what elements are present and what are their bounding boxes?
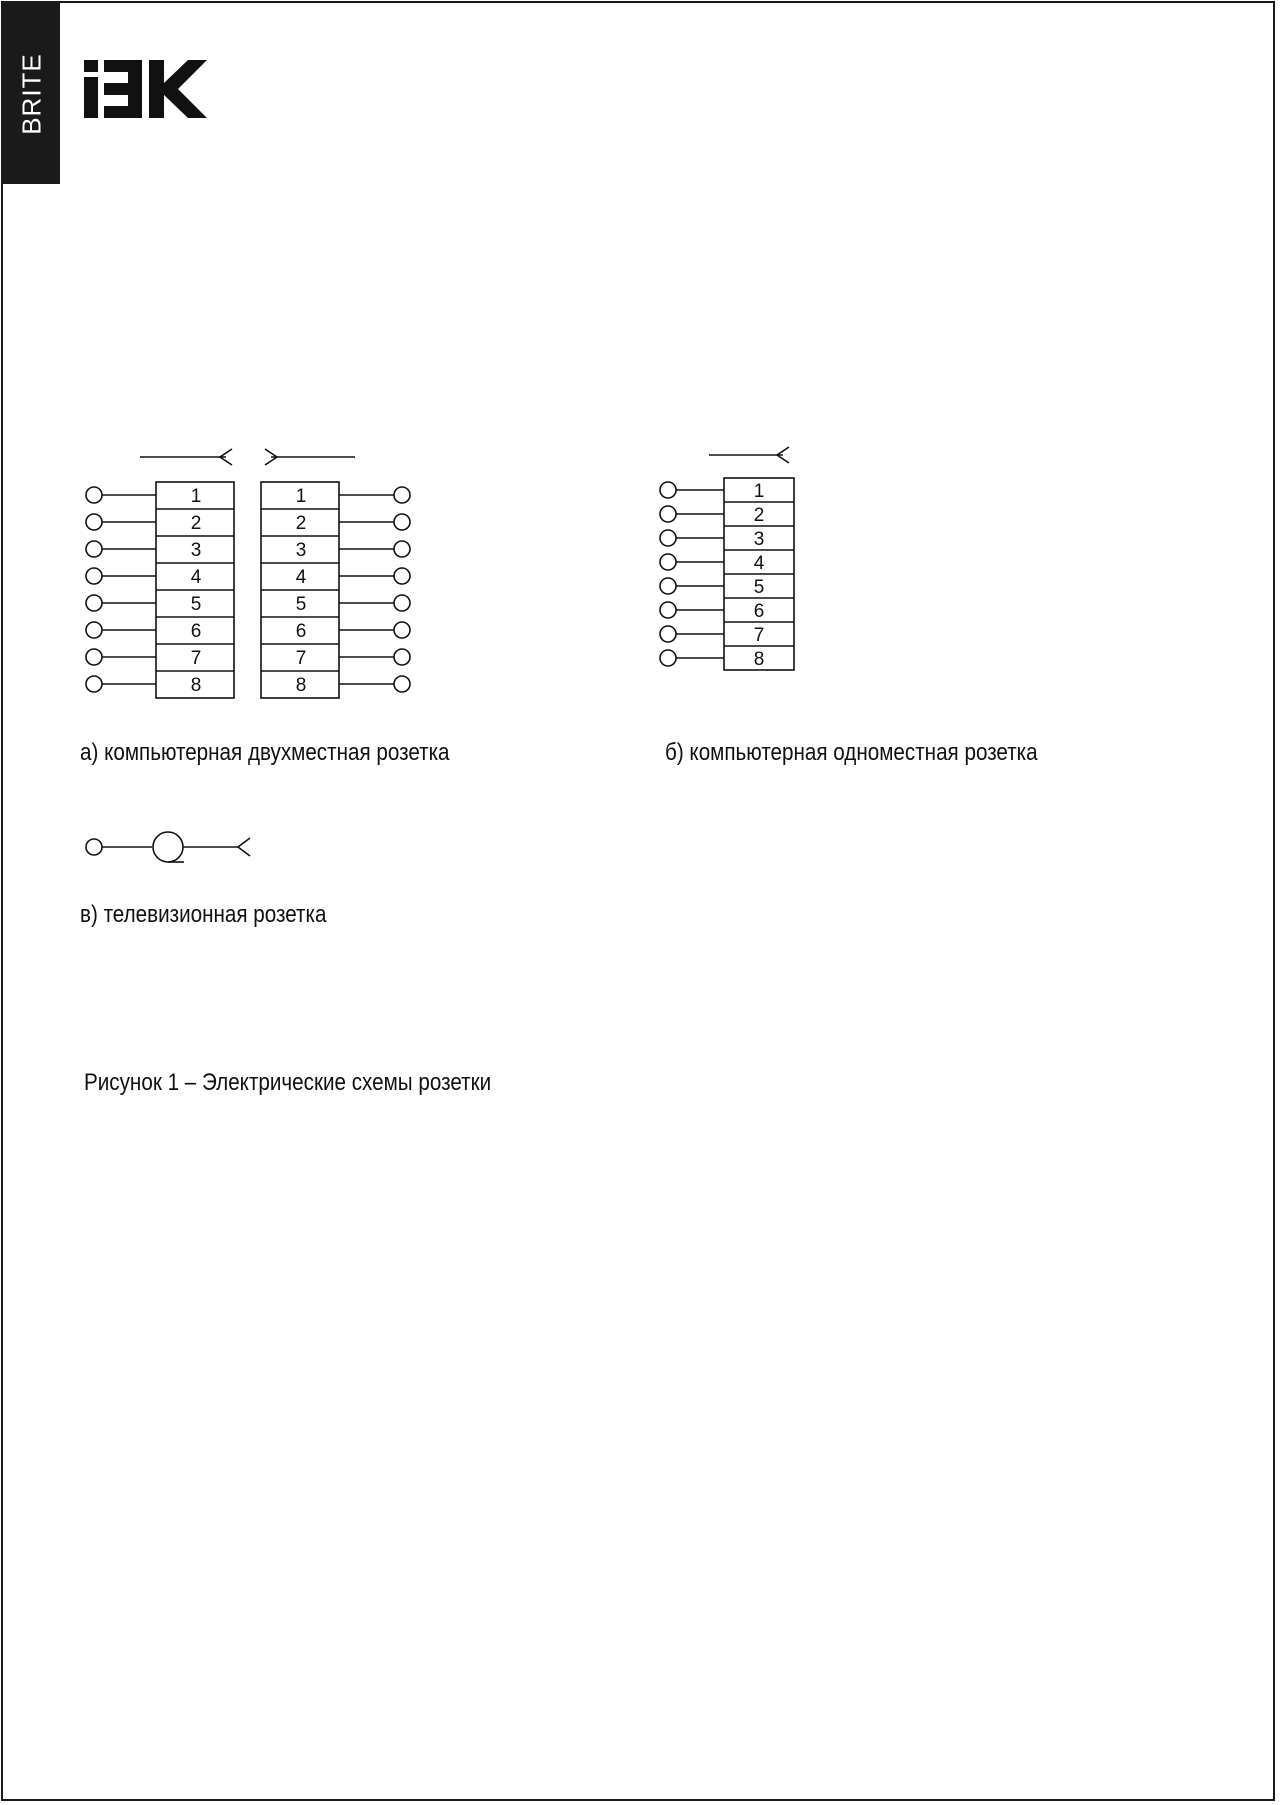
pin-label: 2 [753,505,765,526]
single-socket-caption: б) компьютерная одноместная розетка [665,739,1038,766]
pin-label: 8 [190,675,202,696]
pin-label: 1 [190,486,202,507]
pin-label: 3 [190,540,202,561]
pin-label: 6 [753,601,765,622]
double-socket-right-block [261,482,410,698]
pin-label: 6 [295,621,307,642]
double-socket-caption: а) компьютерная двухместная розетка [80,739,450,766]
pin-label: 2 [295,513,307,534]
pin-label: 5 [190,594,202,615]
single-socket-pin-labels [754,481,765,670]
double-socket-left-pin-labels [191,486,202,696]
pin-label: 2 [190,513,202,534]
pin-label: 7 [295,648,307,669]
pin-label: 1 [295,486,307,507]
pin-label: 4 [295,567,307,588]
pin-label: 3 [753,529,765,550]
pin-label: 4 [753,553,765,574]
pin-label: 7 [753,625,765,646]
double-socket-diagram [86,449,410,698]
pin-label: 3 [295,540,307,561]
double-socket-right-pin-labels [296,486,307,696]
pin-label: 7 [190,648,202,669]
pin-label: 4 [190,567,202,588]
pin-label: 5 [753,577,765,598]
tv-socket-caption: в) телевизионная розетка [80,901,327,928]
pin-label: 1 [753,481,765,502]
tv-socket-diagram [86,832,250,862]
figure-caption: Рисунок 1 – Электрические схемы розетки [84,1069,492,1096]
double-socket-left-block [86,482,234,698]
pin-label: 8 [753,649,765,670]
single-socket-diagram [660,447,794,670]
series-label: BRITE [16,52,46,135]
pin-label: 8 [295,675,307,696]
pin-label: 6 [190,621,202,642]
pin-label: 5 [295,594,307,615]
